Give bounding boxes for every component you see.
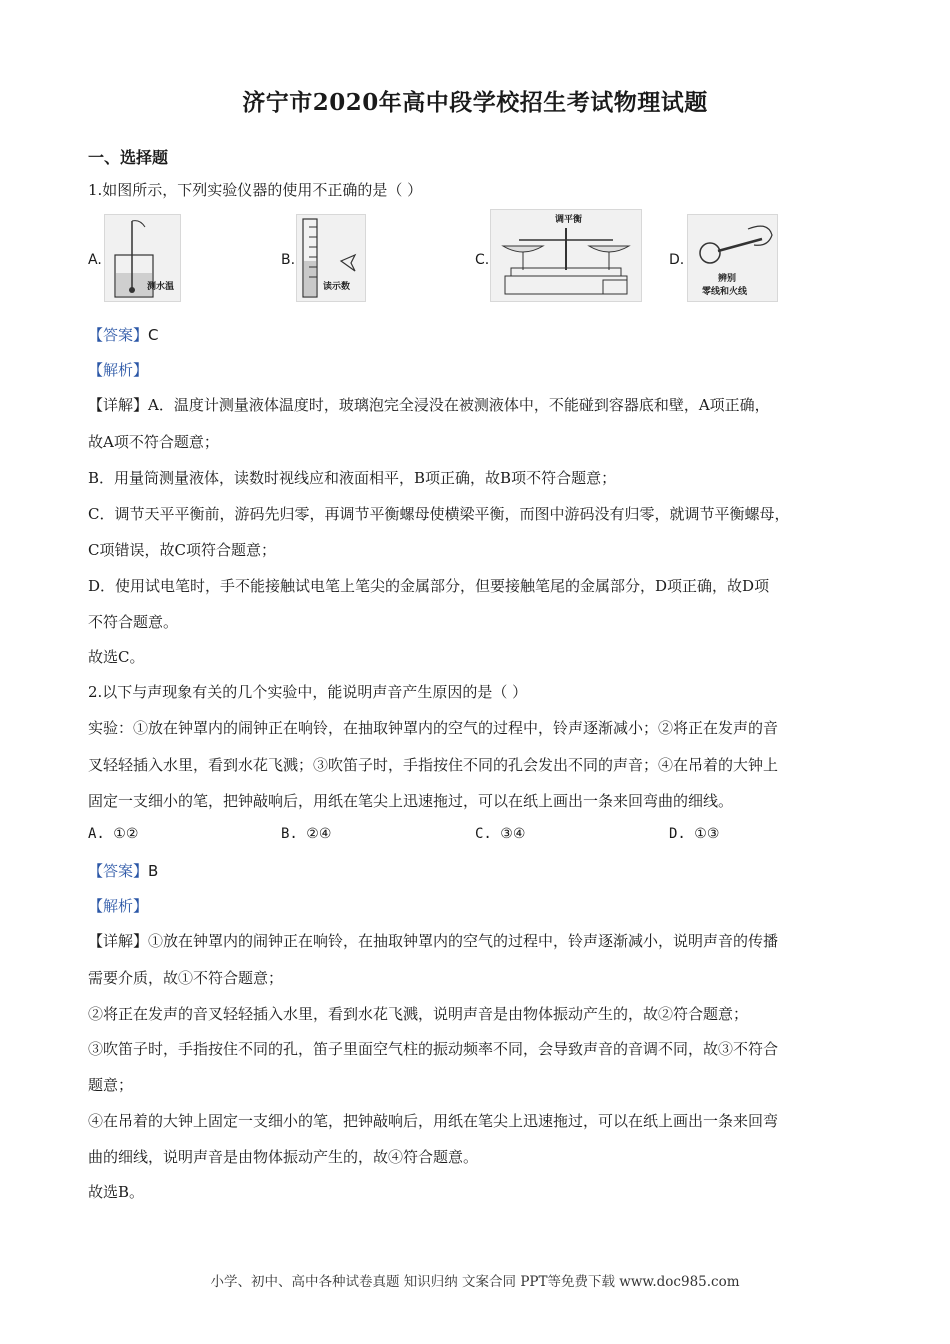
conclusion-line: 故选C。: [88, 648, 145, 666]
explanation-line: [88, 930, 778, 951]
choice-a: A. ①②: [88, 826, 139, 842]
explanation-line: D．使用试电笔时，手不能接触试电笔上笔尖的金属部分，但要接触笔尾的金属部分，D项正确，故D项: [88, 577, 770, 595]
choice-d: D. ①③: [669, 826, 720, 842]
measuring-cylinder-figure: [296, 214, 366, 302]
section-heading: 一、选择题: [88, 148, 169, 167]
explanation-line: 需要介质，故①不符合题意；: [88, 969, 284, 987]
explanation-line: [88, 394, 770, 415]
option-b-label: B.: [281, 252, 296, 268]
answer-value: C: [148, 326, 159, 344]
experiment-line: 叉轻轻插入水里，看到水花飞溅；③吹笛子时，手指按住不同的孔会发出不同的声音；④在吊着的大钟上: [88, 756, 779, 774]
answer-value: B: [148, 862, 159, 880]
question-2-text: 2.以下与声现象有关的几个实验中，能说明声音产生原因的是（ ）: [88, 683, 528, 701]
explanation-line: 不符合题意。: [88, 613, 179, 631]
answer-tag: 【答案】: [88, 326, 149, 344]
option-d-caption-1: 辨别: [718, 274, 737, 284]
detail-tag: 【详解】: [88, 932, 149, 950]
explanation-line: 题意；: [88, 1076, 134, 1094]
conclusion-line: 故选B。: [88, 1183, 145, 1201]
page-title: 济宁市2020年高中段学校招生考试物理试题: [242, 89, 708, 116]
option-a-caption: 测水温: [147, 282, 175, 292]
explanation-line: C项错误，故C项符合题意；: [88, 541, 276, 559]
answer-tag: 【答案】: [88, 862, 149, 880]
choice-c: C. ③④: [475, 826, 526, 842]
test-pen-figure: [687, 214, 778, 302]
experiment-line: 实验：①放在钟罩内的闹钟正在响铃，在抽取钟罩内的空气的过程中，铃声逐渐减小；②将正在发声的音: [88, 719, 779, 737]
option-d-caption-2: 零线和火线: [702, 287, 748, 297]
balance-scale-figure: [490, 209, 642, 302]
answer-line-2: [88, 860, 158, 881]
explanation-line: B．用量筒测量液体，读数时视线应和液面相平，B项正确，故B项不符合题意；: [88, 469, 617, 487]
option-d-label: D.: [669, 252, 685, 268]
explanation-line: 故A项不符合题意；: [88, 433, 219, 451]
thermometer-figure: [104, 214, 181, 302]
explanation-line: ②将正在发声的音叉轻轻插入水里，看到水花飞溅，说明声音是由物体振动产生的，故②符合题意；: [88, 1005, 749, 1023]
explanation-text: A．温度计测量液体温度时，玻璃泡完全浸没在被测液体中，不能碰到容器底和壁，A项正确，: [148, 396, 770, 414]
page-footer: 小学、初中、高中各种试卷真题 知识归纳 文案合同 PPT等免费下载 www.doc985.com: [210, 1274, 740, 1290]
analysis-tag: 【解析】: [88, 897, 149, 915]
explanation-line: ③吹笛子时，手指按住不同的孔，笛子里面空气柱的振动频率不同，会导致声音的音调不同，故③不符合: [88, 1040, 779, 1058]
explanation-text: ①放在钟罩内的闹钟正在响铃，在抽取钟罩内的空气的过程中，铃声逐渐减小，说明声音的传播: [148, 932, 779, 950]
analysis-tag: 【解析】: [88, 361, 149, 379]
option-a-label: A.: [88, 252, 102, 268]
option-b-caption: 读示数: [323, 282, 351, 292]
explanation-line: ④在吊着的大钟上固定一支细小的笔，把钟敲响后，用纸在笔尖上迅速拖过，可以在纸上画出一条来回弯: [88, 1112, 779, 1130]
option-c-caption: 调平衡: [555, 215, 583, 225]
experiment-line: 固定一支细小的笔，把钟敲响后，用纸在笔尖上迅速拖过，可以在纸上画出一条来回弯曲的细线。: [88, 792, 734, 810]
choice-b: B. ②④: [281, 826, 332, 842]
answer-line-1: [88, 324, 159, 345]
detail-tag: 【详解】: [88, 396, 149, 414]
explanation-line: C．调节天平平衡前，游码先归零，再调节平衡螺母使横梁平衡，而图中游码没有归零，就调节平衡螺母，: [88, 505, 790, 523]
question-1-text: 1.如图所示，下列实验仪器的使用不正确的是（ ）: [88, 181, 423, 199]
explanation-line: 曲的细线，说明声音是由物体振动产生的，故④符合题意。: [88, 1148, 479, 1166]
option-c-label: C.: [475, 252, 490, 268]
